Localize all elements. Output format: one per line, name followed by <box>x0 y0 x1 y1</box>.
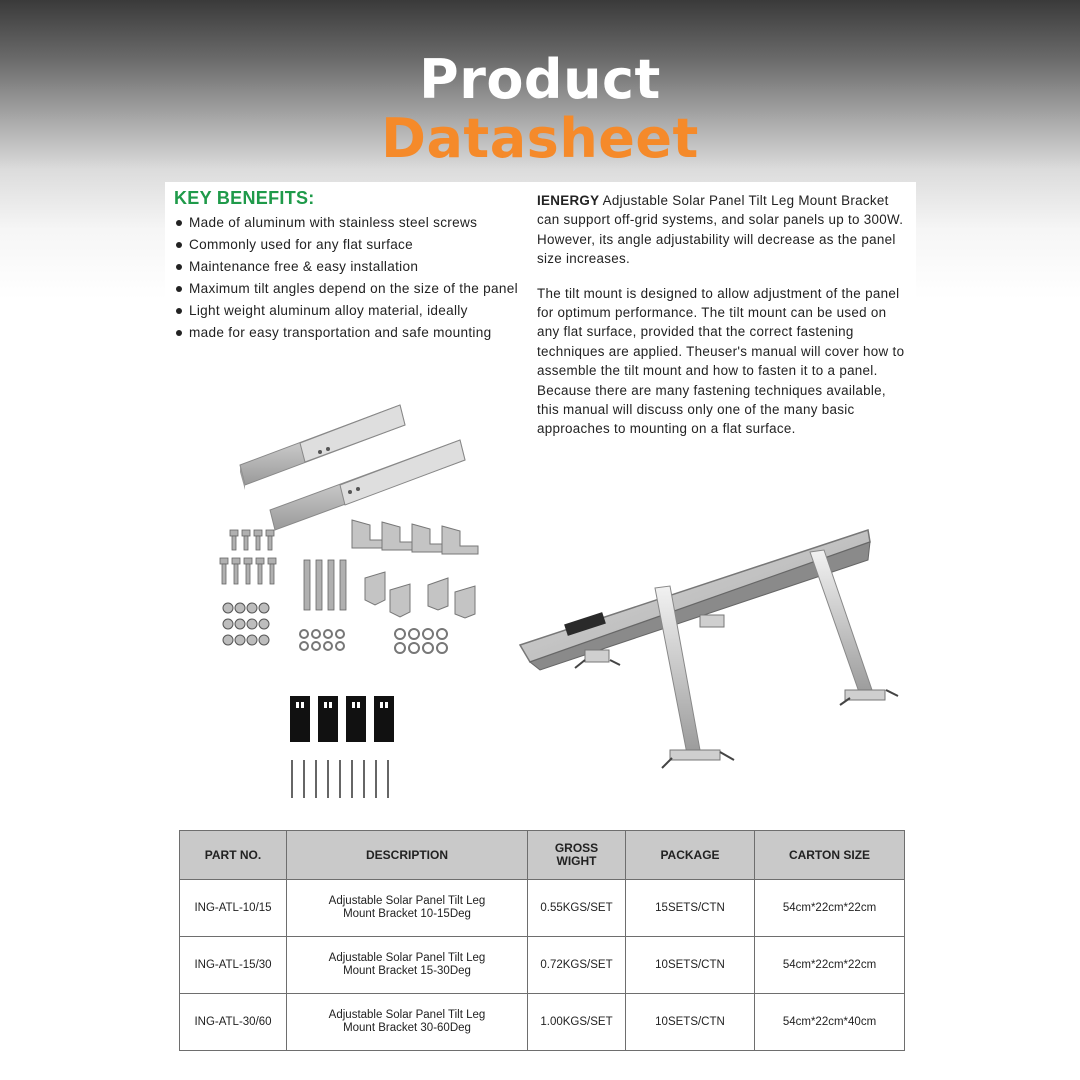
brand-name: IENERGY <box>537 193 600 208</box>
benefit-text: Commonly used for any flat surface <box>189 237 414 252</box>
title-product: Product <box>419 48 661 111</box>
cell-package: 10SETS/CTN <box>626 937 755 994</box>
bullet-icon <box>176 220 182 226</box>
benefit-item <box>174 323 519 342</box>
bolts-icon <box>220 530 346 610</box>
benefit-item <box>174 213 519 232</box>
cell-gross-weight: 1.00KGS/SET <box>528 994 626 1051</box>
table-row <box>180 937 905 994</box>
intro-text: Adjustable Solar Panel Tilt Leg Mount Bracket can support off-grid systems, and solar panels up to 300W. However, its angle adjustability will decrease as the panel size increases. <box>537 193 904 267</box>
bullet-icon <box>176 264 182 270</box>
benefit-text: Light weight aluminum alloy material, ideally <box>189 303 468 318</box>
benefit-text: Maintenance free & easy installation <box>189 259 419 274</box>
bullet-icon <box>176 330 182 336</box>
cell-carton-size: 54cm*22cm*22cm <box>755 937 905 994</box>
description-body: The tilt mount is designed to allow adjustment of the panel for optimum performance. The tilt mount can be used on any flat surface, provided that the correct fastening techniques are applied. Theuser's manual will cover how to assemble the tilt mount and how to fasten it to a panel. Because there are many fastening techniques available, this manual will discuss only one of the many basic approaches to mounting on a flat surface. <box>537 285 905 437</box>
header-carton-size: CARTON SIZE <box>755 831 905 880</box>
product-illustration <box>200 400 900 810</box>
description-intro <box>537 191 907 269</box>
header-part-no: PART NO. <box>180 831 287 880</box>
bullet-icon <box>176 242 182 248</box>
cell-package: 15SETS/CTN <box>626 880 755 937</box>
l-brackets-icon <box>352 520 478 618</box>
cell-part-no: ING-ATL-10/15 <box>180 880 287 937</box>
key-benefits-heading: KEY BENEFITS: <box>174 188 315 208</box>
cell-description: Adjustable Solar Panel Tilt Leg Mount Bracket 30-60Deg <box>287 994 528 1051</box>
nuts-icon <box>223 603 269 645</box>
table-header-row <box>180 831 905 880</box>
rubber-pads-icon <box>290 696 394 742</box>
benefit-item <box>174 257 519 276</box>
key-benefits-list <box>174 213 519 342</box>
washers-icon <box>300 629 447 653</box>
benefit-text: made for easy transportation and safe mounting <box>189 325 492 340</box>
telescopic-legs-icon <box>240 405 465 530</box>
cell-carton-size: 54cm*22cm*22cm <box>755 880 905 937</box>
benefit-item <box>174 235 519 254</box>
cell-package: 10SETS/CTN <box>626 994 755 1051</box>
cell-gross-weight: 0.72KGS/SET <box>528 937 626 994</box>
benefit-text: Maximum tilt angles depend on the size of the panel <box>189 281 518 296</box>
cell-carton-size: 54cm*22cm*40cm <box>755 994 905 1051</box>
cell-part-no: ING-ATL-15/30 <box>180 937 287 994</box>
header-gross-weight: GROSS WIGHT <box>528 831 626 880</box>
mounted-solar-panel-icon <box>520 530 898 768</box>
benefit-item <box>174 301 519 320</box>
cell-gross-weight: 0.55KGS/SET <box>528 880 626 937</box>
page-header <box>0 50 1080 168</box>
cell-description: Adjustable Solar Panel Tilt Leg Mount Bracket 10-15Deg <box>287 880 528 937</box>
header-description: DESCRIPTION <box>287 831 528 880</box>
benefit-text: Made of aluminum with stainless steel screws <box>189 215 478 230</box>
spec-table <box>179 830 905 1051</box>
table-row <box>180 994 905 1051</box>
screws-icon <box>292 760 388 798</box>
cell-description: Adjustable Solar Panel Tilt Leg Mount Bracket 15-30Deg <box>287 937 528 994</box>
bullet-icon <box>176 286 182 292</box>
header-package: PACKAGE <box>626 831 755 880</box>
cell-part-no: ING-ATL-30/60 <box>180 994 287 1051</box>
key-benefits-section <box>174 188 519 345</box>
benefit-item <box>174 279 519 298</box>
table-row <box>180 880 905 937</box>
bullet-icon <box>176 308 182 314</box>
title-datasheet: Datasheet <box>381 107 699 170</box>
